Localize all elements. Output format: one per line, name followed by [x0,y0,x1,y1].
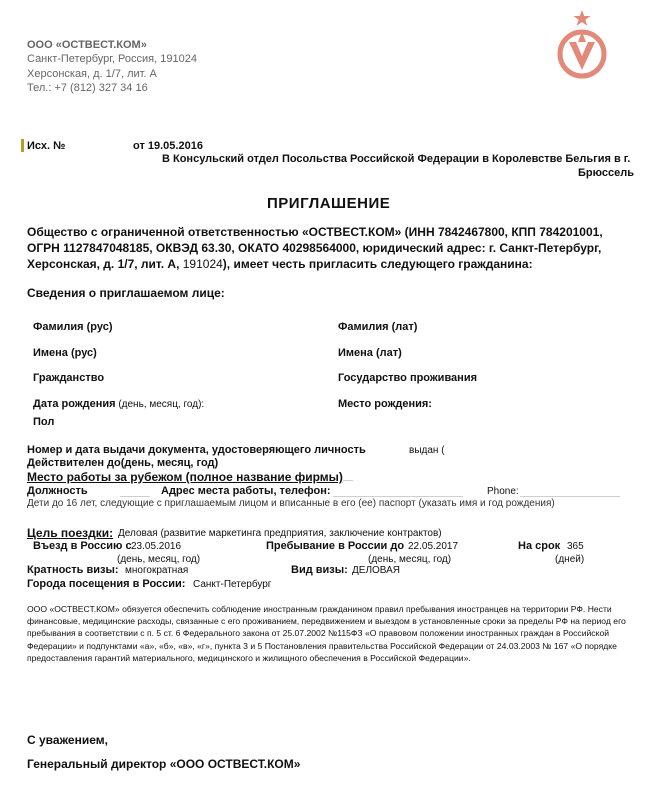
phone-label: Phone: [487,486,519,497]
entry-date-value: 23.05.2016 [131,541,182,552]
work-address-field[interactable] [333,496,463,497]
stay-until-hint: (день, месяц, год) [368,554,452,565]
birth-date-hint: (день, месяц, год): [115,399,205,410]
person-heading: Сведения о приглашаемом лице: [27,286,225,300]
text-cursor [21,139,24,152]
children-note: Дети до 16 лет, следующие с приглашаемым лицом и вписанные в его (ее) паспорт (указать имя и год рождения) [27,498,555,509]
surname-rus-label: Фамилия (рус) [33,321,113,333]
intro-line-2: ОГРН 1127847048185, ОКВЭД 63.30, ОКАТО 40298564000, юридический адрес: г. Санкт-Петербург, [27,241,602,255]
position-field[interactable] [120,496,150,497]
company-phone: Тел.: +7 (812) 327 34 16 [27,82,148,94]
company-address-city: Санкт-Петербург, Россия, 191024 [27,53,197,65]
visa-multiplicity-value: многократная [125,565,189,576]
obligation-paragraph: ООО «ОСТВЕСТ.КОМ» обязуется обеспечить соблюдение иностранным гражданином правил пребывания иностранцев на территории РФ. Нести финансовые, медицинские расходы, связанные с его проживанием, передвижением и выездом в установленные сроки за пределы РФ на период его пребывания в соответствии с п. 5 ст. 6 Федерального закона от 25.07.2002 №115ФЗ «О правовом положении иностранных граждан в Российской Федерации» и подпунктами «а», «б», «в», «г», пункта 3 и 5 Постановления правительства Российской Федерации от 24.03.2003 № 167 «О порядке предоставления гарантий материального, медицинского и жилищного обеспечения в Российской Федерации». [27,604,626,663]
star-m-logo-icon [555,8,609,82]
page-title: ПРИГЛАШЕНИЕ [267,195,391,212]
company-address-street: Херсонская, д. 1/7, лит. А [27,68,157,80]
trip-purpose-value: Деловая (развитие маркетинга предприятия, заключение контрактов) [118,528,442,539]
id-document-label: Номер и дата выдачи документа, удостоверяющего личность [27,444,366,456]
term-label: На срок [518,540,561,552]
recipient-line-2: Брюссель [578,167,634,179]
intro-line-3c: ), имеет честь пригласить следующего гражданина: [222,257,533,271]
company-name: ООО «ОСТВЕСТ.КОМ» [27,39,147,51]
birthplace-label: Место рождения: [338,398,432,410]
surname-lat-label: Фамилия (лат) [338,321,418,333]
valid-till-label: Действителен до(день, месяц, год) [27,457,219,469]
visa-multiplicity-label: Кратность визы: [27,564,119,576]
birth-date-label [33,398,204,410]
recipient-line-1: В Консульский отдел Посольства Российской Федерации в Королевстве Бельгия в г. [162,153,631,165]
sex-label: Пол [33,416,55,428]
stay-until-label: Пребывание в России до [266,540,405,552]
term-value: 365 [567,541,584,552]
residence-country-label: Государство проживания [338,372,477,384]
names-rus-label: Имена (рус) [33,347,97,359]
letter-date: от 19.05.2016 [133,140,203,152]
entry-date-label: Въезд в Россию с [33,540,132,552]
intro-postcode: 191024 [182,257,223,271]
names-lat-label: Имена (лат) [338,347,402,359]
trip-purpose-label: Цель поездки: [27,526,114,540]
cities-value: Санкт-Петербург [193,579,272,590]
intro-line-3a: Херсонская, д. 1/7, лит. А, [27,257,183,271]
cities-label: Города посещения в России: [27,578,186,590]
visa-type-value: ДЕЛОВАЯ [352,565,401,576]
phone-field[interactable] [520,496,620,497]
closing-regards: С уважением, [27,733,108,747]
visa-type-label: Вид визы: [291,564,348,576]
position-label: Должность [27,485,88,497]
stay-until-value: 22.05.2017 [408,541,459,552]
workplace-label-text: Место работы за рубежом (полное название фирмы) [27,470,343,484]
outgoing-number-label: Исх. № [27,140,66,152]
intro-line-1: Общество с ограниченной ответственностью «ОСТВЕСТ.КОМ» (ИНН 7842467800, КПП 784201001, [27,225,603,239]
citizenship-label: Гражданство [33,372,105,384]
entry-date-hint: (день, месяц, год) [117,554,201,565]
issued-by-label: выдан ( [409,445,445,456]
workplace-field[interactable] [343,480,353,481]
term-hint: (дней) [555,554,585,565]
workplace-label [27,470,353,484]
signatory-title: Генеральный директор «ООО ОСТВЕСТ.КОМ» [27,757,301,771]
work-address-label: Адрес места работы, телефон: [161,485,331,497]
intro-line-3 [27,256,533,272]
birth-date-label-bold: Дата рождения [33,398,116,410]
